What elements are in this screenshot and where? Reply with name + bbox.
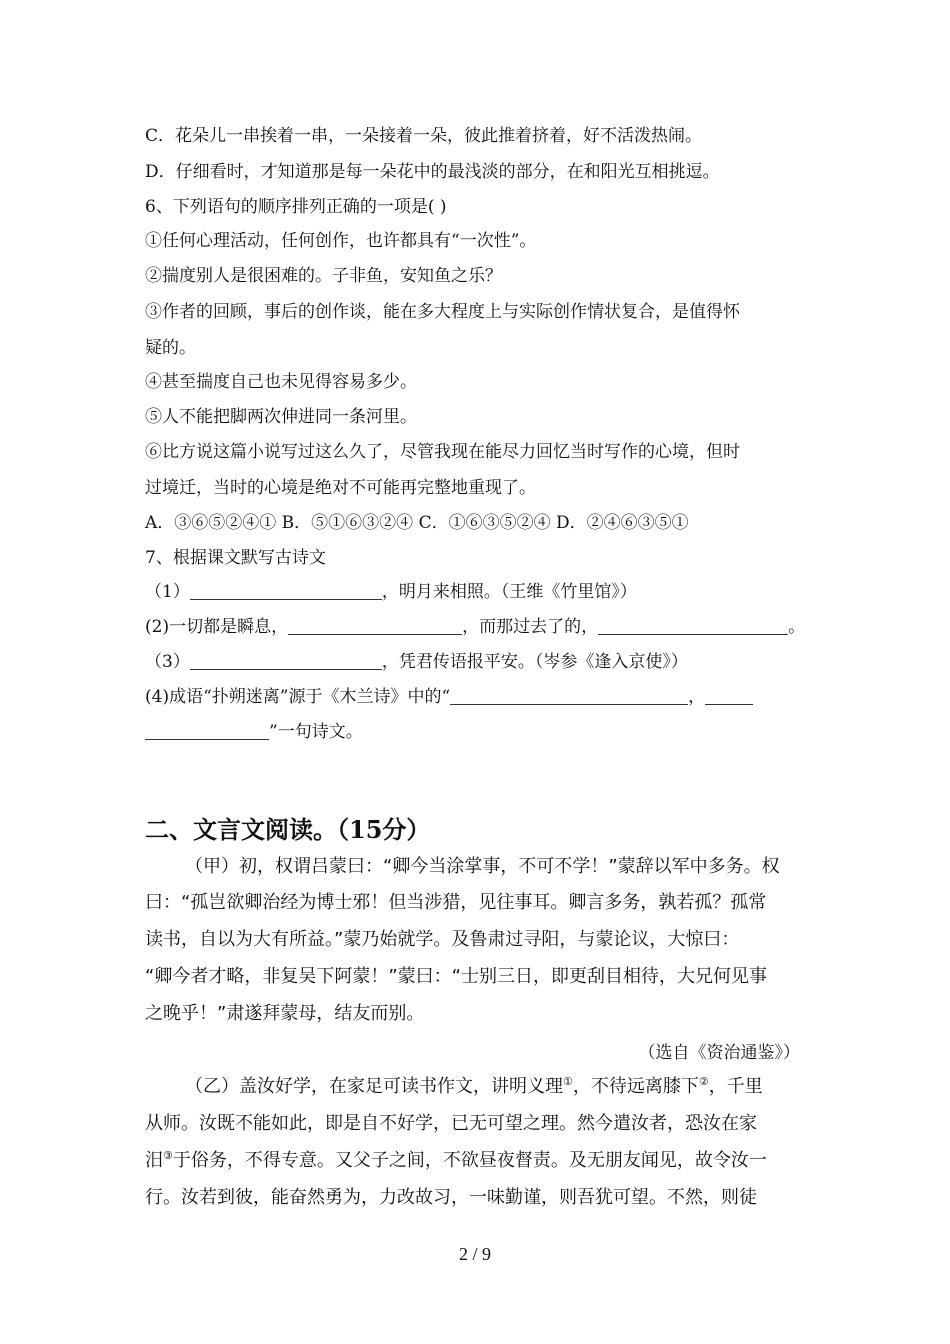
passage-yi-line-3-b: 于俗务，不得专意。又父子之间，不欲昼夜督责。及无朋友闻见，故令汝一: [172, 1150, 767, 1171]
q7-item-4-middle: ，: [688, 687, 706, 707]
q7-item-3-suffix: ，凭君传语报平安。（岑参《逢入京使》）: [381, 652, 688, 672]
q7-item-1-suffix: ，明月来相照。（王维《竹里馆》）: [381, 582, 637, 602]
q6-sentence-3b: 疑的。: [145, 338, 196, 358]
passage-yi-line-1: [185, 1072, 855, 1098]
q7-item-4-prefix: (4)成语“扑朔迷离”源于《木兰诗》中的“: [145, 687, 451, 707]
fill-blank[interactable]: [190, 651, 382, 670]
passage-yi-line-3: [145, 1146, 815, 1172]
fill-blank[interactable]: [145, 721, 269, 740]
fill-blank[interactable]: [705, 686, 753, 705]
q7-item-2-middle: ，而那过去了的，: [462, 617, 599, 637]
passage-yi-line-1-c: ，千里: [708, 1076, 763, 1097]
q7-item-4: [145, 682, 815, 707]
q7-stem: 7、根据课文默写古诗文: [145, 548, 326, 568]
q6-sentence-5: ⑤人不能把脚两次伸进同一条河里。: [145, 407, 417, 427]
footnote-marker-3: ③: [163, 1149, 173, 1162]
passage-jia-line-1: （甲）初，权谓吕蒙曰：“卿今当涂掌事，不可不学！”蒙辞以军中多务。权: [185, 856, 780, 877]
section-heading: 二、文言文阅读。（15分）: [145, 815, 431, 844]
passage-jia-source: （选自《资治通鉴》）: [638, 1043, 800, 1063]
q7-item-1: [145, 577, 815, 602]
passage-jia-line-4: “卿今者才略，非复吴下阿蒙！”蒙曰：“士别三日，即更刮目相待，大兄何见事: [145, 966, 767, 987]
q7-item-2-end: 。: [788, 617, 806, 637]
passage-jia-line-2: 曰：“孤岂欲卿治经为博士邪！但当涉猎，见往事耳。卿言多务，孰若孤？孤常: [145, 892, 767, 913]
footnote-marker-2: ②: [698, 1075, 709, 1088]
passage-jia-line-5: 之晚乎！”肃遂拜蒙母，结友而别。: [145, 1003, 425, 1024]
fill-blank[interactable]: [190, 581, 382, 600]
passage-yi-line-1-b: ，不待远离膝下: [572, 1076, 699, 1097]
q7-item-2: [145, 612, 815, 637]
passage-yi-line-2: 从师。汝既不能如此，即是自不好学，已无可望之理。然今遣汝者，恐汝在家: [145, 1113, 757, 1134]
q7-item-2-prefix: (2)一切都是瞬息，: [145, 617, 289, 637]
q5-option-d: D．仔细看时，才知道那是每一朵花中的最浅淡的部分，在和阳光互相挑逗。: [145, 162, 720, 182]
q6-sentence-3a: ③作者的回顾，事后的创作谈，能在多大程度上与实际创作情状复合，是值得怀: [145, 302, 740, 322]
passage-yi-line-1-a: （乙）盖汝好学，在家足可读书作文，讲明义理: [185, 1076, 563, 1097]
fill-blank[interactable]: [288, 616, 462, 635]
q7-item-4-continued: [145, 717, 815, 742]
q6-sentence-6b: 过境迁，当时的心境是绝对不可能再完整地重现了。: [145, 478, 536, 498]
page-number: 2 / 9: [458, 1244, 491, 1264]
passage-yi-line-4: 行。汝若到彼，能奋然勇为，力改故习，一味勤谨，则吾犹可望。不然，则徒: [145, 1187, 757, 1208]
q6-sentence-6a: ⑥比方说这篇小说写过这么久了，尽管我现在能尽力回忆当时写作的心境，但时: [145, 442, 740, 462]
q6-options: A．③⑥⑤②④① B．⑤①⑥③②④ C．①⑥③⑤②④ D．②④⑥③⑤①: [145, 513, 689, 533]
passage-yi-line-3-a: 汨: [145, 1150, 163, 1171]
q6-stem: 6、下列语句的顺序排列正确的一项是( ): [145, 197, 447, 217]
q6-sentence-1: ①任何心理活动，任何创作，也许都具有“一次性”。: [145, 231, 537, 251]
fill-blank[interactable]: [598, 616, 788, 635]
q7-item-1-prefix: （1）: [145, 582, 190, 602]
q7-item-4-suffix: ”一句诗文。: [269, 722, 363, 742]
fill-blank[interactable]: [450, 686, 688, 705]
q5-option-c: C．花朵儿一串挨着一串，一朵接着一朵，彼此推着挤着，好不活泼热闹。: [145, 126, 703, 146]
q6-sentence-4: ④甚至揣度自己也未见得容易多少。: [145, 372, 417, 392]
passage-jia-line-3: 读书，自以为大有所益。”蒙乃始就学。及鲁肃过寻阳，与蒙论议，大惊曰：: [145, 929, 740, 950]
q6-sentence-2: ②揣度别人是很困难的。子非鱼，安知鱼之乐？: [145, 266, 502, 286]
q7-item-3: [145, 647, 815, 672]
footnote-marker-1: ①: [563, 1075, 573, 1088]
q7-item-3-prefix: （3）: [145, 652, 190, 672]
